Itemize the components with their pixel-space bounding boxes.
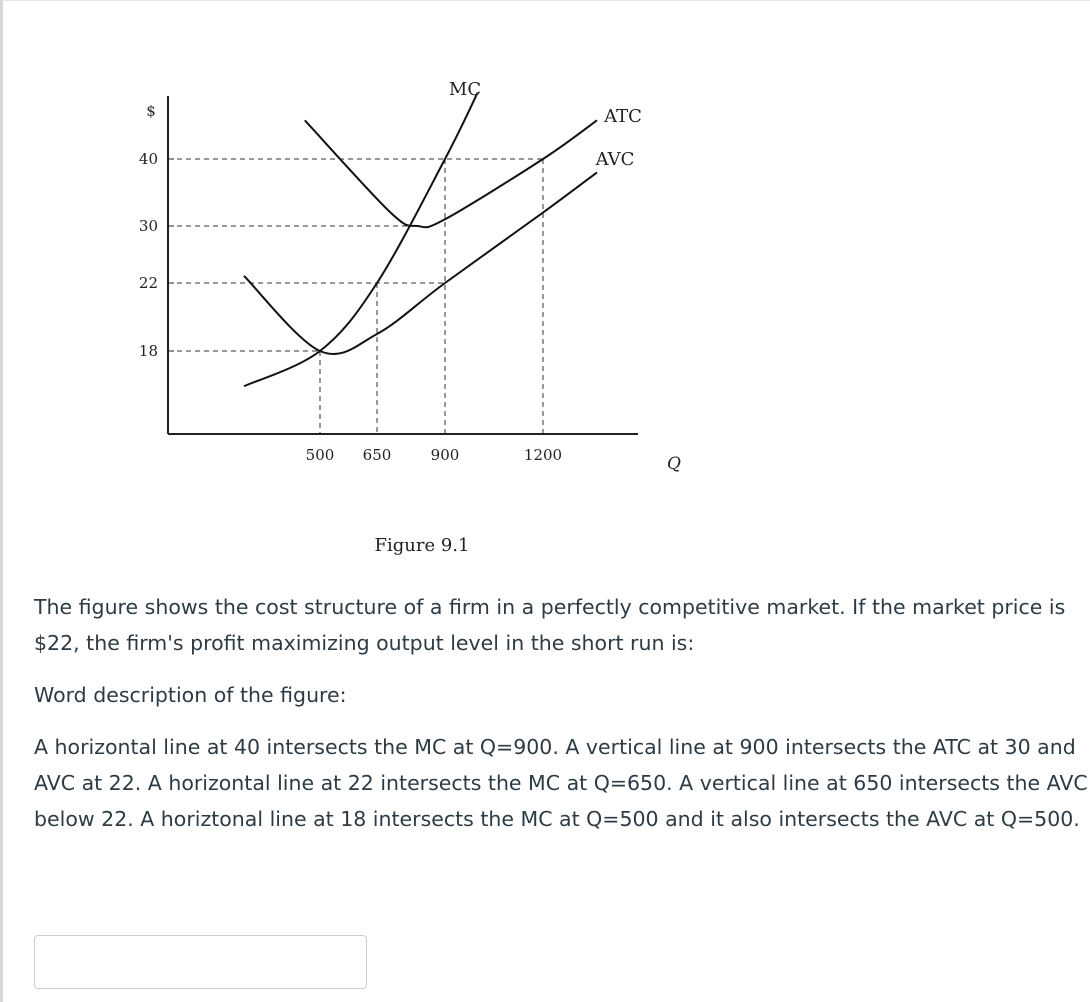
x-tick-1200: 1200 [523, 446, 563, 464]
y-tick-18: 18 [138, 342, 158, 360]
word-description: A horizontal line at 40 intersects the MC at Q=900. A vertical line at 900 intersects the ATC at 30 and AVC at 22. A horizontal line at 22 intersects the MC at Q=650. A vertical line at 650 intersects the AVC below 22. A horiztonal line at 18 intersects the MC at Q=500 and it also intersects the AVC at Q=500. [34, 735, 1088, 831]
y-tick-22: 22 [138, 274, 158, 292]
label-avc: AVC [595, 149, 635, 170]
question-text [34, 589, 1089, 853]
x-tick-900: 900 [430, 446, 460, 464]
figure-caption: Figure 9.1 [374, 535, 470, 556]
label-atc: ATC [604, 106, 642, 127]
label-mc: MC [448, 79, 482, 100]
cost-curves-figure [103, 71, 703, 561]
y-tick-40: 40 [138, 150, 158, 168]
x-tick-500: 500 [305, 446, 335, 464]
y-tick-30: 30 [138, 217, 158, 235]
x-tick-650: 650 [362, 446, 392, 464]
answer-input[interactable] [34, 935, 367, 989]
x-axis-label: Q [667, 454, 681, 474]
y-axis-label: $ [146, 102, 156, 120]
question-prompt: The figure shows the cost structure of a firm in a perfectly competitive market. If the market price is $22, the firm's profit maximizing output level in the short run is: [34, 595, 1066, 655]
word-description-label: Word description of the figure: [34, 683, 347, 707]
curve-mc [244, 93, 478, 387]
curve-atc [305, 120, 597, 227]
curve-avc [244, 172, 597, 354]
